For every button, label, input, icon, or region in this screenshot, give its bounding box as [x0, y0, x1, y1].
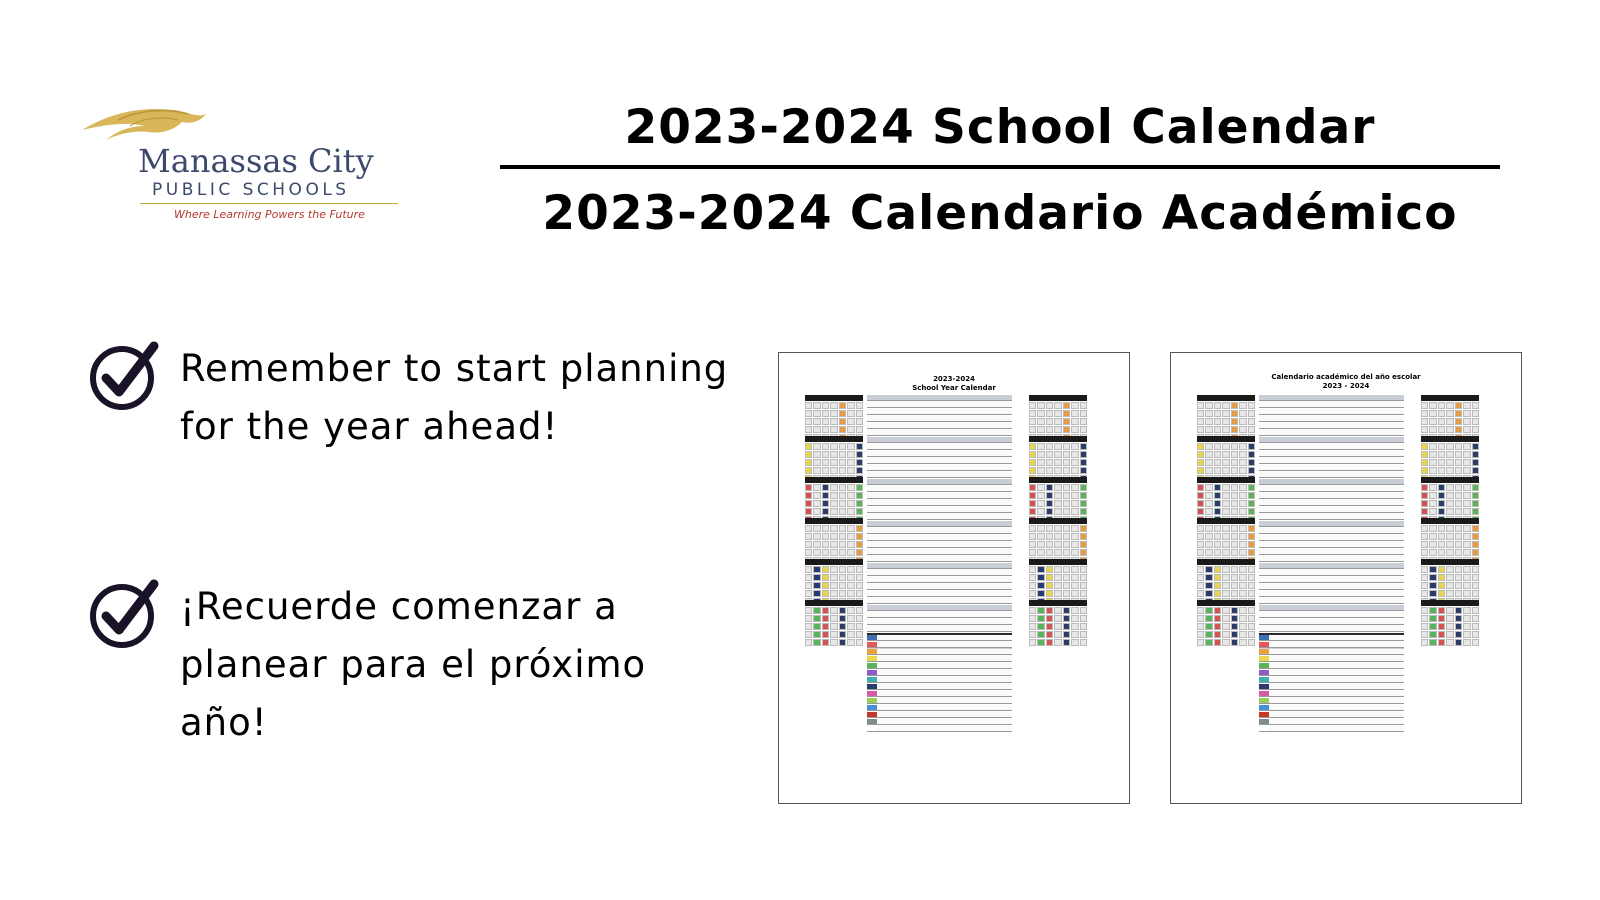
mini-month-calendar	[1029, 395, 1087, 441]
district-logo	[78, 100, 408, 230]
mini-month-calendar	[805, 395, 863, 441]
logo-divider	[140, 203, 398, 204]
doc-title-line1: Calendario académico del año escolar	[1271, 373, 1421, 381]
mini-month-calendar	[1197, 518, 1255, 564]
mini-month-calendar	[1197, 477, 1255, 523]
mini-month-calendar	[1421, 395, 1479, 441]
doc-footer	[1189, 781, 1503, 786]
doc-title-line2: 2023 - 2024	[1322, 382, 1370, 390]
calendar-document-spanish[interactable]	[1170, 352, 1522, 804]
mini-month-calendar	[805, 518, 863, 564]
reminder-english	[88, 340, 729, 520]
mini-month-calendar	[1197, 600, 1255, 646]
logo-subtitle: PUBLIC SCHOOLS	[152, 180, 350, 200]
mini-month-calendar	[1421, 600, 1479, 646]
mini-month-calendar	[1029, 518, 1087, 564]
mini-month-calendar	[1421, 436, 1479, 482]
mini-month-calendar	[1029, 559, 1087, 605]
reminder-text: ¡Recuerde comenzar a planear para el próximo año!	[180, 585, 647, 744]
checkmark-icon	[88, 340, 160, 412]
logo-tagline: Where Learning Powers the Future	[174, 208, 365, 221]
doc-title-line2: School Year Calendar	[912, 384, 996, 392]
doc-title-line1: 2023-2024	[933, 375, 975, 383]
mini-month-calendar	[1029, 477, 1087, 523]
mini-month-calendar	[1421, 477, 1479, 523]
title-divider	[500, 165, 1500, 169]
mini-month-calendar	[1197, 559, 1255, 605]
mini-month-calendar	[1421, 559, 1479, 605]
legend	[867, 635, 1012, 733]
page-title-spanish: 2023-2024 Calendario Académico	[542, 186, 1458, 241]
reminder-text: Remember to start planning for the year ahead!	[180, 347, 729, 448]
mini-month-calendar	[1197, 395, 1255, 441]
mini-month-calendar	[805, 559, 863, 605]
calendar-document-english[interactable]	[778, 352, 1130, 804]
page-title-english: 2023-2024 School Calendar	[624, 100, 1376, 155]
events-list	[867, 395, 1012, 661]
mini-month-calendar	[805, 477, 863, 523]
reminder-spanish	[88, 578, 718, 758]
mini-month-calendar	[1197, 436, 1255, 482]
mini-month-calendar	[805, 436, 863, 482]
checkmark-icon	[88, 578, 160, 650]
legend	[1259, 635, 1404, 733]
events-list	[1259, 395, 1404, 661]
mini-month-calendar	[805, 600, 863, 646]
logo-district-name: Manassas City	[138, 142, 374, 180]
doc-footer	[797, 781, 1111, 786]
mini-month-calendar	[1421, 518, 1479, 564]
mini-month-calendar	[1029, 600, 1087, 646]
mini-month-calendar	[1029, 436, 1087, 482]
